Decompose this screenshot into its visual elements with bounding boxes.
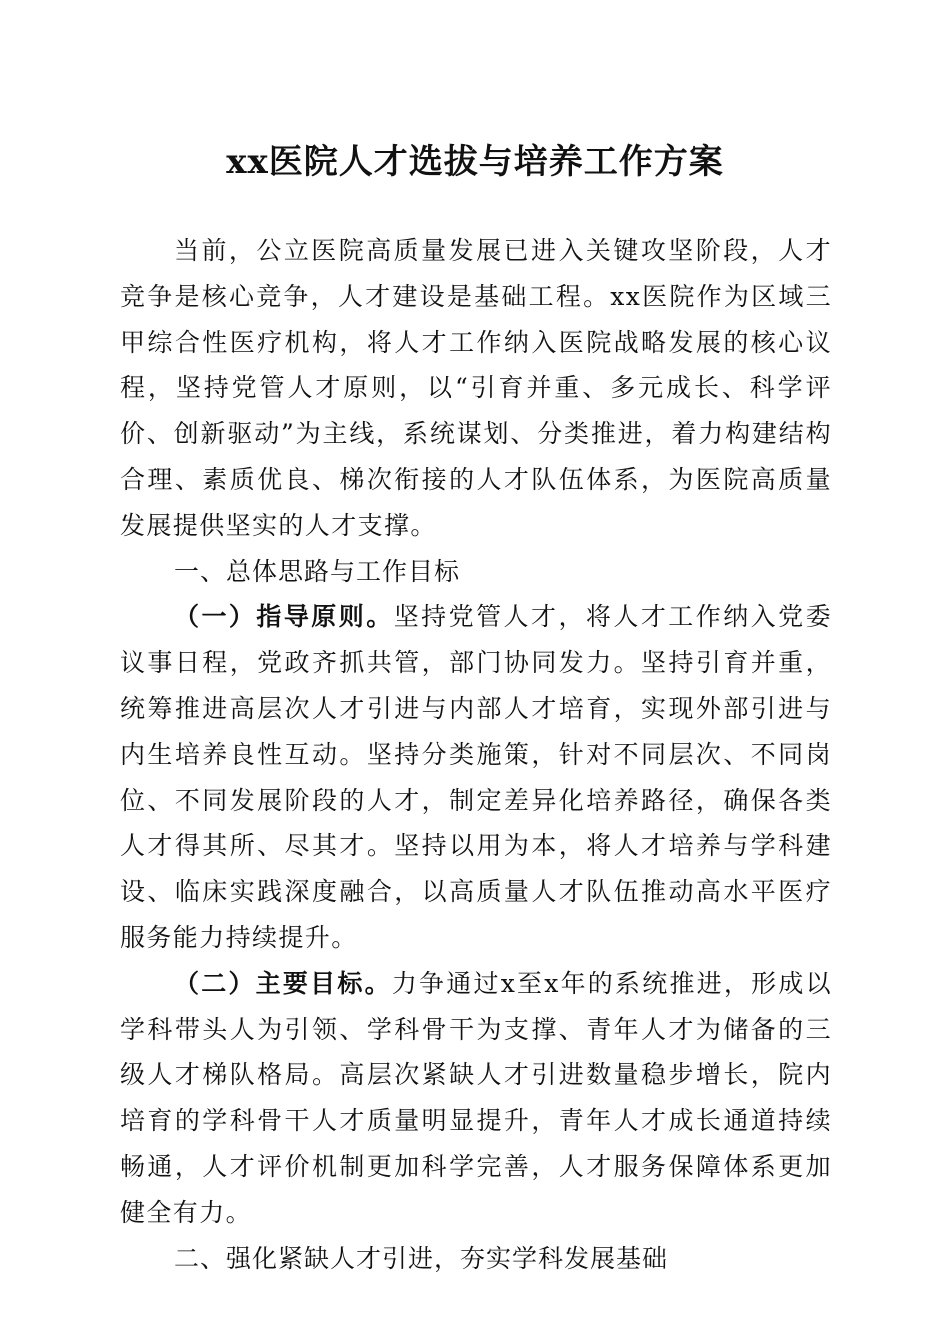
section-heading-2: 二、强化紧缺人才引进，夯实学科发展基础 <box>174 1243 669 1273</box>
document-title: xx医院人才选拔与培养工作方案 <box>226 142 724 182</box>
document-body <box>120 228 832 1281</box>
subsection-paragraph-1 <box>120 594 832 960</box>
subsection-text-2: 力争通过x至x年的系统推进，形成以学科带头人为引领、学科骨干为支撑、青年人才为储备的三级人才梯队格局。高层次紧缺人才引进数量稳步增长，院内培育的学科骨干人才质量明显提升，青年人才成长通道持续畅通，人才评价机制更加科学完善，人才服务保障体系更加健全有力。 <box>120 968 833 1227</box>
subsection-text-1: 坚持党管人才，将人才工作纳入党委议事日程，党政齐抓共管，部门协同发力。坚持引育并重，统筹推进高层次人才引进与内部人才培育，实现外部引进与内生培养良性互动。坚持分类施策，针对不同层次、不同岗位、不同发展阶段的人才，制定差异化培养路径，确保各类人才得其所、尽其才。坚持以用为本，将人才培养与学科建设、临床实践深度融合，以高质量人才队伍推动高水平医疗服务能力持续提升。 <box>120 602 832 952</box>
subsection-lead-2: （二）主要目标。 <box>174 968 392 998</box>
intro-paragraph: 当前，公立医院高质量发展已进入关键攻坚阶段，人才竞争是核心竞争，人才建设是基础工程。xx医院作为区域三甲综合性医疗机构，将人才工作纳入医院战略发展的核心议程，坚持党管人才原则，以“引育并重、多元成长、科学评价、创新驱动”为主线，系统谋划、分类推进，着力构建结构合理、素质优良、梯次衔接的人才队伍体系，为医院高质量发展提供坚实的人才支撑。 <box>120 236 832 540</box>
section-heading-1: 一、总体思路与工作目标 <box>174 556 461 586</box>
subsection-paragraph-2 <box>120 961 832 1236</box>
subsection-lead-1: （一）指导原则。 <box>174 602 394 632</box>
